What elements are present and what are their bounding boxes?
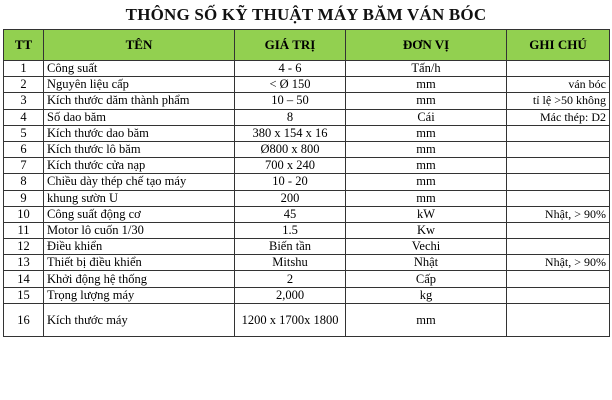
page-title: THÔNG SỐ KỸ THUẬT MÁY BĂM VÁN BÓC: [125, 5, 487, 24]
table-row: [4, 190, 610, 206]
spec-table: [3, 29, 610, 337]
row-tt: 2: [4, 77, 44, 93]
row-note: [507, 61, 610, 77]
row-note: [507, 271, 610, 287]
row-note: [507, 239, 610, 255]
row-tt: 3: [4, 93, 44, 109]
row-unit: kg: [346, 287, 507, 303]
row-unit: Nhật: [346, 255, 507, 271]
table-row: [4, 125, 610, 141]
table-row: [4, 287, 610, 303]
table-row: [4, 93, 610, 109]
table-row: [4, 222, 610, 238]
row-tt: 4: [4, 109, 44, 125]
row-unit: mm: [346, 93, 507, 109]
row-value: 1200 x 1700x 1800: [235, 303, 346, 336]
table-header-row: [4, 30, 610, 61]
row-tt: 8: [4, 174, 44, 190]
header-value: GIÁ TRỊ: [235, 30, 346, 61]
row-unit: mm: [346, 77, 507, 93]
row-unit: Kw: [346, 222, 507, 238]
table-row: [4, 303, 610, 336]
row-value: 4 - 6: [235, 61, 346, 77]
row-unit: mm: [346, 125, 507, 141]
row-unit: mm: [346, 158, 507, 174]
row-value: 200: [235, 190, 346, 206]
row-name: Thiết bị điều khiển: [44, 255, 235, 271]
row-unit: kW: [346, 206, 507, 222]
row-note: [507, 158, 610, 174]
row-value: 380 x 154 x 16: [235, 125, 346, 141]
header-tt: TT: [4, 30, 44, 61]
row-tt: 15: [4, 287, 44, 303]
table-row: [4, 61, 610, 77]
row-value: 2: [235, 271, 346, 287]
table-row: [4, 271, 610, 287]
row-value: < Ø 150: [235, 77, 346, 93]
row-note: [507, 287, 610, 303]
row-name: Chiều dày thép chế tạo máy: [44, 174, 235, 190]
row-name: Trọng lượng máy: [44, 287, 235, 303]
row-unit: Tấn/h: [346, 61, 507, 77]
row-name: Kích thước máy: [44, 303, 235, 336]
row-tt: 16: [4, 303, 44, 336]
header-name: TÊN: [44, 30, 235, 61]
row-note: [507, 141, 610, 157]
row-tt: 9: [4, 190, 44, 206]
row-tt: 7: [4, 158, 44, 174]
row-note: [507, 125, 610, 141]
row-tt: 1: [4, 61, 44, 77]
row-note: [507, 222, 610, 238]
row-tt: 13: [4, 255, 44, 271]
row-tt: 6: [4, 141, 44, 157]
row-value: 2,000: [235, 287, 346, 303]
row-name: Điều khiển: [44, 239, 235, 255]
table-row: [4, 158, 610, 174]
row-value: 8: [235, 109, 346, 125]
row-value: 45: [235, 206, 346, 222]
row-name: Số dao băm: [44, 109, 235, 125]
row-name: Kích thước lô băm: [44, 141, 235, 157]
row-tt: 11: [4, 222, 44, 238]
row-unit: Cái: [346, 109, 507, 125]
row-note: [507, 190, 610, 206]
row-name: Kích thước dao băm: [44, 125, 235, 141]
row-tt: 14: [4, 271, 44, 287]
row-value: 1.5: [235, 222, 346, 238]
row-note: Nhật, > 90%: [507, 255, 610, 271]
row-name: Công suất: [44, 61, 235, 77]
row-value: Biến tần: [235, 239, 346, 255]
table-row: [4, 206, 610, 222]
row-value: 700 x 240: [235, 158, 346, 174]
table-row: [4, 255, 610, 271]
row-name: Motor lô cuốn 1/30: [44, 222, 235, 238]
table-row: [4, 141, 610, 157]
row-tt: 12: [4, 239, 44, 255]
table-row: [4, 109, 610, 125]
row-tt: 10: [4, 206, 44, 222]
row-name: Nguyên liệu cấp: [44, 77, 235, 93]
row-name: Khởi động hệ thống: [44, 271, 235, 287]
row-value: Ø800 x 800: [235, 141, 346, 157]
row-name: Kích thước dăm thành phẩm: [44, 93, 235, 109]
row-note: tỉ lệ >50 không: [507, 93, 610, 109]
row-value: Mitshu: [235, 255, 346, 271]
row-unit: Vechi: [346, 239, 507, 255]
row-value: 10 - 20: [235, 174, 346, 190]
row-unit: mm: [346, 141, 507, 157]
row-name: Kích thước cửa nạp: [44, 158, 235, 174]
header-note: GHI CHÚ: [507, 30, 610, 61]
row-unit: mm: [346, 174, 507, 190]
row-unit: mm: [346, 190, 507, 206]
header-unit: ĐƠN VỊ: [346, 30, 507, 61]
row-note: Mác thép: D2: [507, 109, 610, 125]
table-row: [4, 174, 610, 190]
row-name: Công suất động cơ: [44, 206, 235, 222]
row-unit: Cấp: [346, 271, 507, 287]
table-row: [4, 239, 610, 255]
row-unit: mm: [346, 303, 507, 336]
row-note: [507, 174, 610, 190]
table-row: [4, 77, 610, 93]
row-note: Nhật, > 90%: [507, 206, 610, 222]
row-value: 10 – 50: [235, 93, 346, 109]
row-name: khung sườn U: [44, 190, 235, 206]
row-tt: 5: [4, 125, 44, 141]
row-note: [507, 303, 610, 336]
row-note: ván bóc: [507, 77, 610, 93]
